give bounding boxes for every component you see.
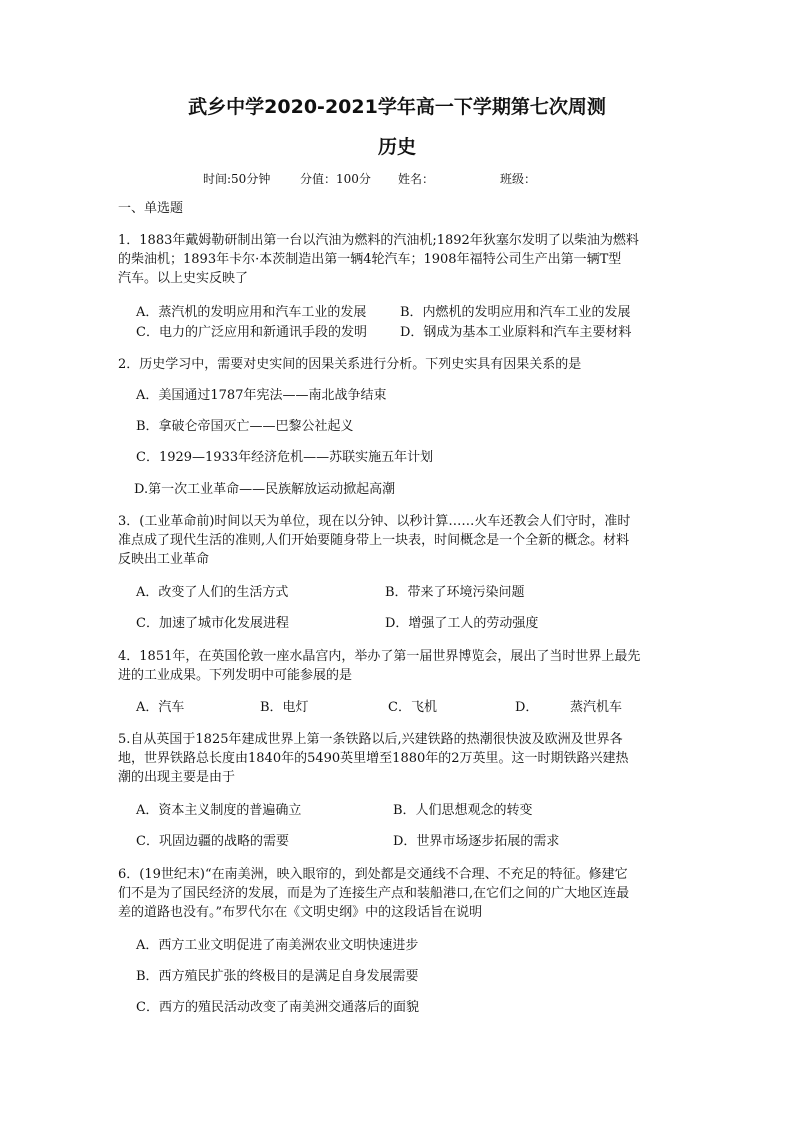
q5-option-b: B．人们思想观念的转变	[393, 803, 533, 818]
q2-option-c: C．1929—1933年经济危机——苏联实施五年计划	[136, 450, 434, 465]
section-heading: 一、单选题	[118, 201, 184, 216]
q6-option-b: B．西方殖民扩张的终极目的是满足自身发展需要	[136, 969, 419, 984]
q5-option-c: C．巩固边疆的战略的需要	[136, 834, 289, 849]
q6-stem-line-3: 差的道路也没有。”布罗代尔在《文明史纲》中的这段话旨在说明	[118, 905, 483, 920]
exam-subject: 历史	[377, 136, 416, 158]
q3-option-d: D．增强了工人的劳动强度	[385, 616, 539, 631]
exam-time: 时间:50分钟	[203, 172, 271, 186]
q5-stem-line-1: 5.自从英国于1825年建成世界上第一条铁路以后,兴建铁路的热潮很快波及欧洲及世界各	[118, 732, 623, 747]
q1-stem-line-3: 汽车。以上史实反映了	[118, 271, 249, 286]
exam-title: 武乡中学2020-2021学年高一下学期第七次周测	[188, 96, 606, 118]
q4-option-d-letter: D．	[515, 700, 539, 715]
exam-info-row	[0, 170, 794, 188]
q3-stem-line-1: 3．(工业革命前)时间以天为单位，现在以分钟、以秒计算……火车还教会人们守时，准时	[118, 514, 631, 529]
q6-stem-line-1: 6．(19世纪末)“在南美洲，映入眼帘的，到处都是交通线不合理、不充足的特征。修建它	[118, 867, 628, 882]
q3-option-a: A．改变了人们的生活方式	[136, 585, 289, 600]
q1-stem-line-2: 的柴油机；1893年卡尔·本茨制造出第一辆4轮汽车；1908年福特公司生产出第一辆T型	[118, 252, 622, 267]
q1-option-b: B．内燃机的发明应用和汽车工业的发展	[400, 305, 631, 320]
q3-stem-line-2: 准点成了现代生活的准则,人们开始要随身带上一块表，时间概念是一个全新的概念。材料	[118, 533, 630, 548]
q6-option-a: A．西方工业文明促进了南美洲农业文明快速进步	[136, 938, 419, 953]
q2-option-d: D.第一次工业革命——民族解放运动掀起高潮	[134, 482, 396, 497]
q3-stem-line-3: 反映出工业革命	[118, 552, 210, 567]
q3-option-c: C．加速了城市化发展进程	[136, 616, 289, 631]
q1-option-d: D．钢成为基本工业原料和汽车主要材料	[400, 325, 632, 340]
q4-stem-line-1: 4．1851年，在英国伦敦一座水晶宫内，举办了第一届世界博览会，展出了当时世界上最先	[118, 649, 641, 664]
q5-option-a: A．资本主义制度的普遍确立	[136, 803, 302, 818]
q4-option-d: 蒸汽机车	[570, 700, 623, 715]
q4-option-b: B．电灯	[260, 700, 309, 715]
q1-stem-line-1: 1．1883年戴姆勒研制出第一台以汽油为燃料的汽油机;1892年狄塞尔发明了以柴油为燃料	[118, 233, 639, 248]
q6-option-c: C．西方的殖民活动改变了南美洲交通落后的面貌	[136, 1000, 419, 1015]
q5-stem-line-2: 地，世界铁路总长度由1840年的5490英里增至1880年的2万英里。这一时期铁路兴建热	[118, 751, 629, 766]
q5-stem-line-3: 潮的出现主要是由于	[118, 770, 236, 785]
q6-stem-line-2: 们不是为了国民经济的发展，而是为了连接生产点和装船港口,在它们之间的广大地区连最	[118, 886, 630, 901]
q4-stem-line-2: 进的工业成果。下列发明中可能参展的是	[118, 668, 353, 683]
q1-option-c: C．电力的广泛应用和新通讯手段的发明	[136, 325, 367, 340]
student-class-label: 班级：	[500, 172, 537, 186]
q4-option-c: C．飞机	[388, 700, 437, 715]
q2-option-b: B．拿破仑帝国灭亡——巴黎公社起义	[136, 419, 354, 434]
q1-option-a: A．蒸汽机的发明应用和汽车工业的发展	[136, 305, 367, 320]
q3-option-b: B．带来了环境污染问题	[385, 585, 525, 600]
q4-option-a: A．汽车	[136, 700, 185, 715]
q2-option-a: A．美国通过1787年宪法——南北战争结束	[136, 388, 387, 403]
q5-option-d: D．世界市场逐步拓展的需求	[393, 834, 560, 849]
exam-score: 分值：100分	[300, 172, 371, 186]
student-name-label: 姓名：	[398, 172, 435, 186]
q2-stem: 2．历史学习中，需要对史实间的因果关系进行分析。下列史实具有因果关系的是	[118, 357, 582, 372]
